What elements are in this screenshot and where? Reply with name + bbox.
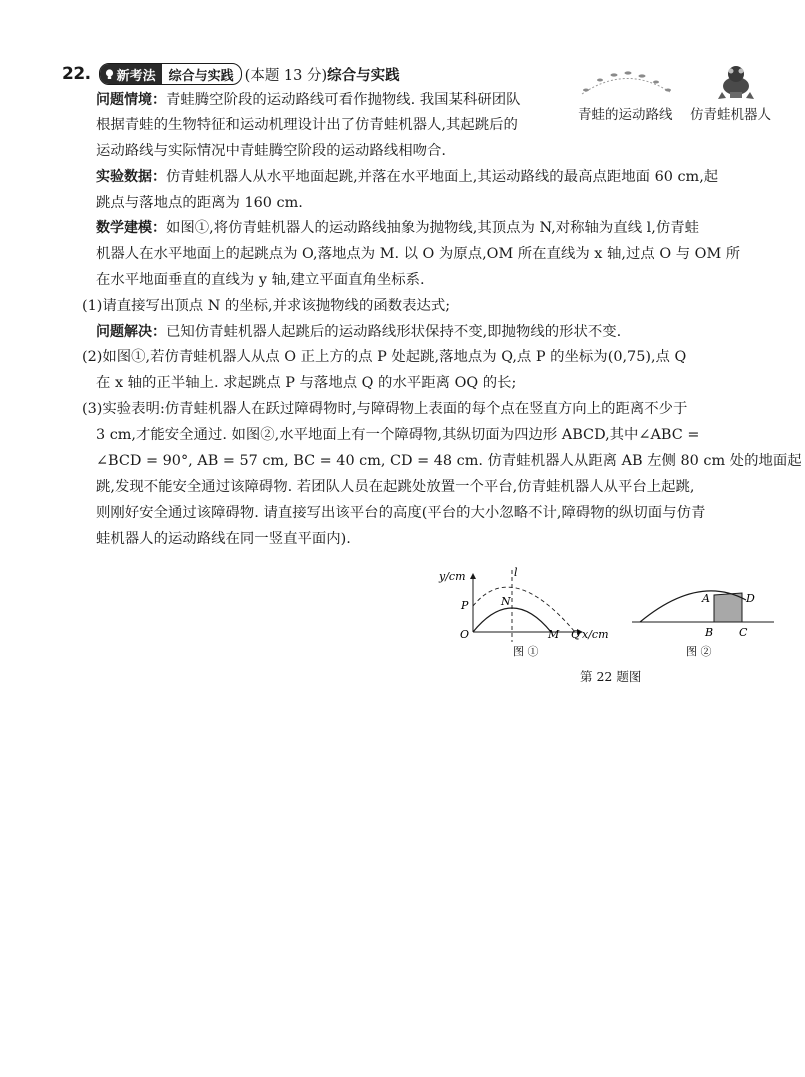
frog-robot-picture [716, 62, 756, 100]
figure-1 [432, 562, 622, 662]
label-a: A [702, 592, 710, 605]
badge-new-method: 新考法 [116, 68, 156, 84]
label-problem-situation: 问题情境： [96, 92, 166, 108]
text-line: ∠BCD = 90°, AB = 57 cm, BC = 40 cm, CD = 48 cm. 仿青蛙机器人从距离 AB 左侧 80 cm 处的地面起 [96, 453, 802, 469]
label-o: O [460, 628, 470, 641]
paragraph-problem-solving: 问题解决：已知仿青蛙机器人起跳后的运动路线形状保持不变,即抛物线的形状不变. [96, 324, 622, 340]
y-axis-label: y/cm [439, 570, 466, 583]
text-line: 在 x 轴的正半轴上. 求起跳点 P 与落地点 Q 的水平距离 OQ 的长; [96, 375, 517, 391]
text-line: 跳,发现不能安全通过该障碍物. 若团队人员在起跳处放置一个平台,仿青蛙机器人从平台上起跳, [96, 479, 695, 495]
text-line: 机器人在水平地面上的起跳点为 O,落地点为 M. 以 O 为原点,OM 所在直线为 x 轴,过点 O 与 OM 所 [96, 246, 741, 262]
label-l: l [514, 566, 518, 579]
label-problem-solving: 问题解决： [96, 324, 166, 340]
question-title: 综合与实践 [327, 66, 400, 84]
x-axis-label: x/cm [582, 628, 609, 641]
paragraph-experiment-data: 实验数据：仿青蛙机器人从水平地面起跳,并落在水平地面上,其运动路线的最高点距地面 60 cm,起 [96, 169, 719, 185]
text-line: 跳点与落地点的距离为 160 cm. [96, 195, 303, 211]
obstacle-abcd [714, 593, 742, 622]
question-number: 22. [62, 64, 91, 84]
question-part-3: (3)实验表明:仿青蛙机器人在跃过障碍物时,与障碍物上表面的每个点在竖直方向上的距离不少于 [82, 401, 688, 417]
badge-category: 综合与实践 [168, 68, 234, 84]
text-line: 蛙机器人的运动路线在同一竖直平面内). [96, 531, 351, 547]
label-p: P [461, 599, 469, 612]
question-score: (本题 13 分) [244, 67, 328, 84]
label-m: M [548, 628, 560, 641]
frog-path-caption: 青蛙的运动路线 [578, 107, 673, 123]
figure-2 [628, 580, 778, 664]
lightbulb-icon [105, 69, 114, 80]
robot-caption: 仿青蛙机器人 [690, 107, 771, 123]
text-line: 则刚好安全通过该障碍物. 请直接写出该平台的高度(平台的大小忽略不计,障碍物的纵切面与仿青 [96, 505, 706, 521]
text-line: 3 cm,才能安全通过. 如图②,水平地面上有一个障碍物,其纵切面为四边形 ABCD,其中∠ABC = [96, 427, 700, 443]
question-badge [99, 63, 242, 85]
frog-path-picture [578, 68, 674, 96]
text-line: 在水平地面垂直的直线为 y 轴,建立平面直角坐标系. [96, 272, 425, 288]
figure-caption: 第 22 题图 [580, 669, 642, 684]
question-header [62, 62, 400, 86]
label-math-modeling: 数学建模： [96, 220, 166, 236]
paragraph-math-modeling: 数学建模：如图①,将仿青蛙机器人的运动路线抽象为抛物线,其顶点为 N,对称轴为直线 l,仿青蛙 [96, 220, 700, 236]
label-d: D [746, 592, 755, 605]
paragraph-problem-situation: 问题情境：青蛙腾空阶段的运动路线可看作抛物线. 我国某科研团队 [96, 92, 521, 108]
label-b: B [705, 626, 714, 639]
figure-2-caption: 图 ② [686, 645, 712, 658]
text-line: 运动路线与实际情况中青蛙腾空阶段的运动路线相吻合. [96, 143, 446, 159]
label-experiment-data: 实验数据： [96, 169, 166, 185]
question-part-1: (1)请直接写出顶点 N 的坐标,并求该抛物线的函数表达式; [82, 298, 451, 314]
label-q: Q [571, 628, 581, 641]
question-part-2: (2)如图①,若仿青蛙机器人从点 O 正上方的点 P 处起跳,落地点为 Q,点 P 的坐标为(0,75),点 Q [82, 349, 687, 365]
label-n: N [501, 595, 511, 608]
parabola-from-p [473, 587, 575, 632]
label-c: C [739, 626, 748, 639]
text-line: 根据青蛙的生物特征和运动机理设计出了仿青蛙机器人,其起跳后的 [96, 117, 518, 133]
figure-1-caption: 图 ① [513, 645, 539, 658]
